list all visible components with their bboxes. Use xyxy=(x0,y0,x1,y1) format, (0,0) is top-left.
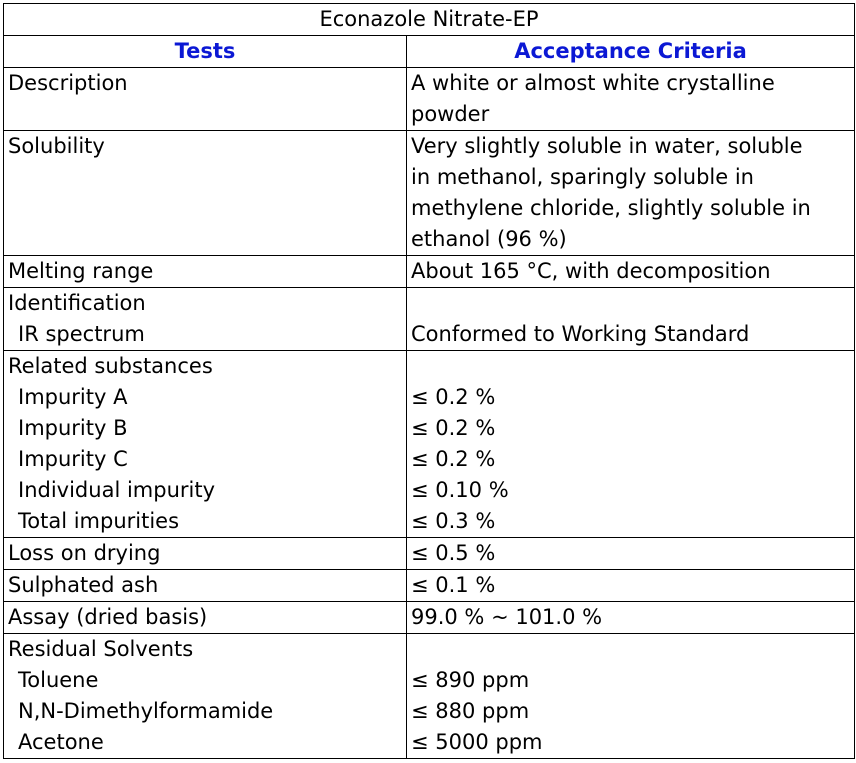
criteria-cell xyxy=(407,538,855,570)
test-name: Loss on drying xyxy=(8,541,161,565)
test-subitem: Impurity A xyxy=(18,385,128,409)
test-subitem: Individual impurity xyxy=(18,478,216,502)
criteria-text: ≤ 0.10 % xyxy=(411,478,509,502)
criteria-text: ≤ 0.2 % xyxy=(411,416,496,440)
test-name: Residual Solvents xyxy=(8,637,194,661)
test-subitem: Total impurities xyxy=(18,509,180,533)
criteria-cell xyxy=(407,570,855,602)
criteria-text xyxy=(411,634,854,665)
test-subitem: N,N-Dimethylformamide xyxy=(18,699,274,723)
header-row xyxy=(4,36,855,68)
criteria-text: ≤ 0.2 % xyxy=(411,447,496,471)
table-row xyxy=(4,288,855,351)
criteria-text: ≤ 0.3 % xyxy=(411,509,496,533)
test-subitem: Acetone xyxy=(18,730,104,754)
criteria-text: ≤ 0.5 % xyxy=(411,541,496,565)
test-cell xyxy=(4,68,407,131)
criteria-text xyxy=(411,351,854,382)
test-cell xyxy=(4,570,407,602)
criteria-text: ≤ 5000 ppm xyxy=(411,730,543,754)
table-row xyxy=(4,256,855,288)
criteria-text: ≤ 0.2 % xyxy=(411,385,496,409)
criteria-cell xyxy=(407,634,855,759)
test-subitem: IR spectrum xyxy=(18,322,145,346)
test-name: Assay (dried basis) xyxy=(8,605,208,629)
table-title: Econazole Nitrate-EP xyxy=(4,4,855,36)
tests-column-header: Tests xyxy=(4,36,407,68)
table-body xyxy=(4,68,855,759)
test-name: Sulphated ash xyxy=(8,573,159,597)
criteria-text: 99.0 % ~ 101.0 % xyxy=(411,605,603,629)
title-row xyxy=(4,4,855,36)
table-row xyxy=(4,570,855,602)
criteria-text xyxy=(411,288,854,319)
test-cell xyxy=(4,131,407,256)
criteria-text: About 165 °C, with decomposition xyxy=(411,259,771,283)
criteria-text: Very slightly soluble in water, soluble xyxy=(411,134,803,158)
test-subitem: Toluene xyxy=(18,668,99,692)
criteria-text: ethanol (96 %) xyxy=(411,227,567,251)
test-name: Identification xyxy=(8,291,146,315)
criteria-text: methylene chloride, slightly soluble in xyxy=(411,196,811,220)
test-cell xyxy=(4,351,407,538)
criteria-cell xyxy=(407,68,855,131)
specification-table xyxy=(3,3,855,759)
test-name: Description xyxy=(8,71,128,95)
criteria-cell xyxy=(407,288,855,351)
criteria-text: ≤ 890 ppm xyxy=(411,668,530,692)
criteria-column-header: Acceptance Criteria xyxy=(407,36,855,68)
table-row xyxy=(4,538,855,570)
criteria-text: ≤ 0.1 % xyxy=(411,573,496,597)
table-row xyxy=(4,634,855,759)
table-row xyxy=(4,131,855,256)
table-row xyxy=(4,68,855,131)
test-subitem: Impurity B xyxy=(18,416,128,440)
table-row xyxy=(4,602,855,634)
criteria-text: Conformed to Working Standard xyxy=(411,322,750,346)
criteria-text: ≤ 880 ppm xyxy=(411,699,530,723)
criteria-cell xyxy=(407,602,855,634)
test-name: Solubility xyxy=(8,134,105,158)
criteria-cell xyxy=(407,131,855,256)
test-cell xyxy=(4,288,407,351)
criteria-text: A white or almost white crystalline xyxy=(411,71,775,95)
test-cell xyxy=(4,634,407,759)
criteria-text: in methanol, sparingly soluble in xyxy=(411,165,754,189)
test-cell xyxy=(4,256,407,288)
test-name: Melting range xyxy=(8,259,154,283)
test-subitem: Impurity C xyxy=(18,447,128,471)
test-cell xyxy=(4,602,407,634)
criteria-text: powder xyxy=(411,102,490,126)
criteria-cell xyxy=(407,351,855,538)
test-cell xyxy=(4,538,407,570)
criteria-cell xyxy=(407,256,855,288)
table-row xyxy=(4,351,855,538)
test-name: Related substances xyxy=(8,354,213,378)
